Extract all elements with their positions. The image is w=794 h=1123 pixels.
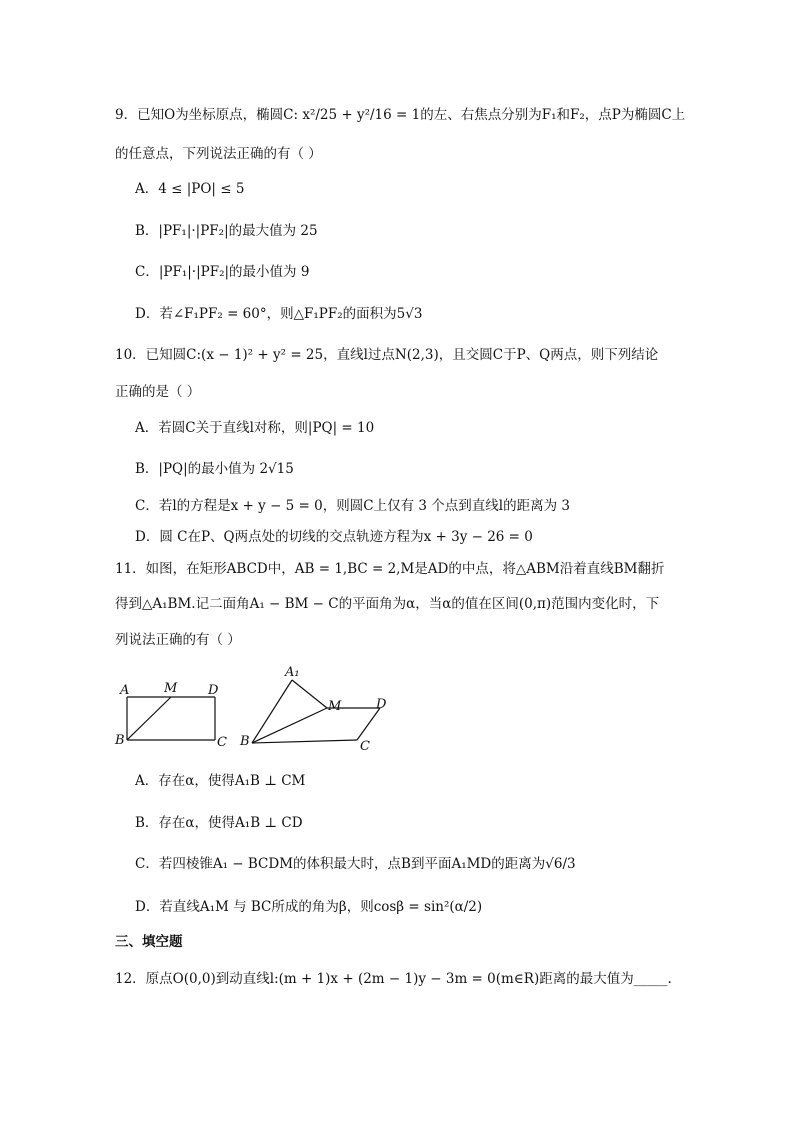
q10-option-d: D．圆 C在P、Q两点处的切线的交点轨迹方程为x + 3y − 26 = 0 — [135, 529, 533, 545]
q11-stem-line3: 列说法正确的有（ ） — [115, 632, 241, 648]
q12-stem: 12．原点O(0,0)到动直线l:(m + 1)x + (2m − 1)y − 3m = 0(m∈R)距离的最大值为_____. — [115, 971, 672, 987]
label-a: A — [120, 683, 130, 698]
label-b: B — [115, 733, 125, 748]
q9-option-d: D．若∠F₁PF₂ = 60°，则△F₁PF₂的面积为5√3 — [135, 306, 423, 322]
rectangle-abcd — [114, 681, 227, 750]
label-d-folded: D — [376, 697, 387, 712]
q11-stem-line1: 11．如图，在矩形ABCD中，AB = 1,BC = 2,M是AD的中点，将△ABM沿着直线BM翻折 — [115, 561, 665, 577]
folded-figure — [239, 665, 387, 754]
q10-stem-line2: 正确的是（ ） — [115, 384, 201, 400]
label-b-folded: B — [240, 734, 250, 749]
q10-option-a: A．若圆C关于直线l对称，则|PQ| = 10 — [135, 420, 375, 436]
q11-option-d: D．若直线A₁M 与 BC所成的角为β，则cosβ = sin²(α/2) — [135, 899, 483, 915]
q9-option-b: B．|PF₁|·|PF₂|的最大值为 25 — [135, 223, 318, 239]
q11-option-b: B．存在α，使得A₁B ⊥ CD — [135, 815, 303, 831]
q11-stem-line2: 得到△A₁BM.记二面角A₁ − BM − C的平面角为α，当α的值在区间(0,π)范围内变化时，下 — [115, 596, 660, 612]
label-c-folded: C — [360, 739, 370, 754]
label-d: D — [208, 683, 219, 698]
label-m-folded: M — [328, 699, 342, 714]
q10-option-b: B．|PQ|的最小值为 2√15 — [135, 461, 294, 477]
q11-option-a: A．存在α，使得A₁B ⊥ CM — [135, 773, 306, 789]
q9-option-c: C．|PF₁|·|PF₂|的最小值为 9 — [135, 264, 310, 280]
q9-stem-line1: 9．已知O为坐标原点，椭圆C: x²/25 + y²/16 = 1的左、右焦点分别为F₁和F₂，点P为椭圆C上 — [115, 107, 686, 123]
q10-stem-line1: 10．已知圆C:(x − 1)² + y² = 25，直线l过点N(2,3)，且交圆C于P、Q两点，则下列结论 — [115, 347, 659, 363]
label-a1: A₁ — [285, 665, 300, 680]
label-c: C — [217, 735, 227, 750]
geometry-figure — [112, 660, 412, 760]
section-title-fill-in: 三、填空题 — [115, 934, 183, 950]
q9-option-a: A．4 ≤ |PO| ≤ 5 — [135, 181, 245, 197]
q9-stem-line2: 的任意点，下列说法正确的有（ ） — [115, 146, 322, 162]
q11-option-c: C．若四棱锥A₁ − BCDM的体积最大时，点B到平面A₁MD的距离为√6/3 — [135, 856, 576, 872]
label-m: M — [164, 681, 178, 696]
q10-option-c: C．若l的方程是x + y − 5 = 0，则圆C上仅有 3 个点到直线l的距离为 3 — [135, 498, 570, 514]
